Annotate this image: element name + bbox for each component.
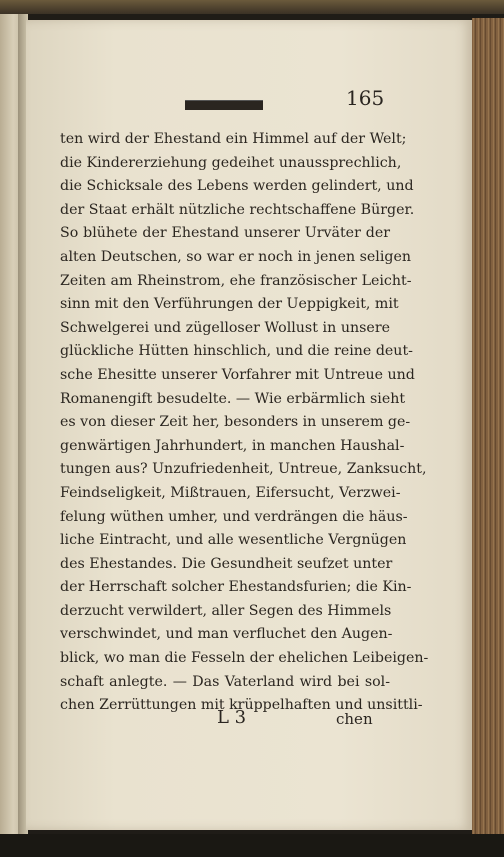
text-line: der Staat erhält nützliche rechtschaffene Bürger. (60, 201, 415, 218)
text-line: sche Ehesitte unserer Vorfahrer mit Untreue und (60, 366, 415, 383)
page-edges (472, 18, 504, 838)
text-line: schaft anlegte. — Das Vaterland wird bei sol- (60, 673, 390, 690)
text-line: ten wird der Ehestand ein Himmel auf der Welt; (60, 131, 407, 147)
text-line: blick, wo man die Fesseln der ehelichen Leibeigen- (60, 650, 429, 667)
text-line: So blühete der Ehestand unserer Urväter der (60, 225, 390, 242)
text-line: es von dieser Zeit her, besonders in unserem ge- (60, 414, 411, 431)
text-line: glückliche Hütten hinschlich, und die reine deut- (60, 343, 413, 360)
text-line: des Ehestandes. Die Gesundheit seufzet unter (60, 555, 393, 572)
text-line: felung wüthen umher, und verdrängen die häus- (60, 508, 408, 525)
text-line: sinn mit den Verführungen der Ueppigkeit, mit (60, 296, 399, 313)
text-line: alten Deutschen, so war er noch in jenen seligen (60, 248, 411, 265)
text-line: liche Eintracht, und alle wesentliche Vergnügen (60, 532, 407, 549)
text-line: Schwelgerei und zügelloser Wollust in unsere (60, 319, 390, 336)
body-text (60, 128, 429, 718)
text-line: die Schicksale des Lebens werden gelindert, und (60, 178, 414, 195)
text-line: Romanengift besudelte. — Wie erbärmlich sieht (60, 390, 406, 407)
text-line: genwärtigen Jahrhundert, in manchen Haushal- (60, 437, 405, 454)
text-line: der Herrschaft solcher Ehestandsfurien; die Kin- (60, 579, 412, 596)
text-line: derzucht verwildert, aller Segen des Himmels (60, 602, 392, 619)
text-line: Feindseligkeit, Mißtrauen, Eifersucht, Verzwei- (60, 484, 401, 501)
text-line: die Kindererziehung gedeihet unaussprechlich, (60, 154, 402, 171)
signature-mark: L 3 (217, 707, 247, 728)
text-line: chen Zerrüttungen mit krüppelhaften und unsittli- (60, 697, 423, 714)
text-line: tungen aus? Unzufriedenheit, Untreue, Zanksucht, (60, 461, 427, 478)
book-top-edge (0, 0, 504, 14)
header-rule (185, 100, 263, 110)
page-number: 165 (346, 86, 385, 110)
text-line: Zeiten am Rheinstrom, ehe französischer Leicht- (60, 272, 412, 289)
book-bottom-edge (0, 834, 504, 857)
text-line: verschwindet, und man verfluchet den Augen- (60, 626, 393, 643)
catchword: chen (336, 710, 373, 728)
